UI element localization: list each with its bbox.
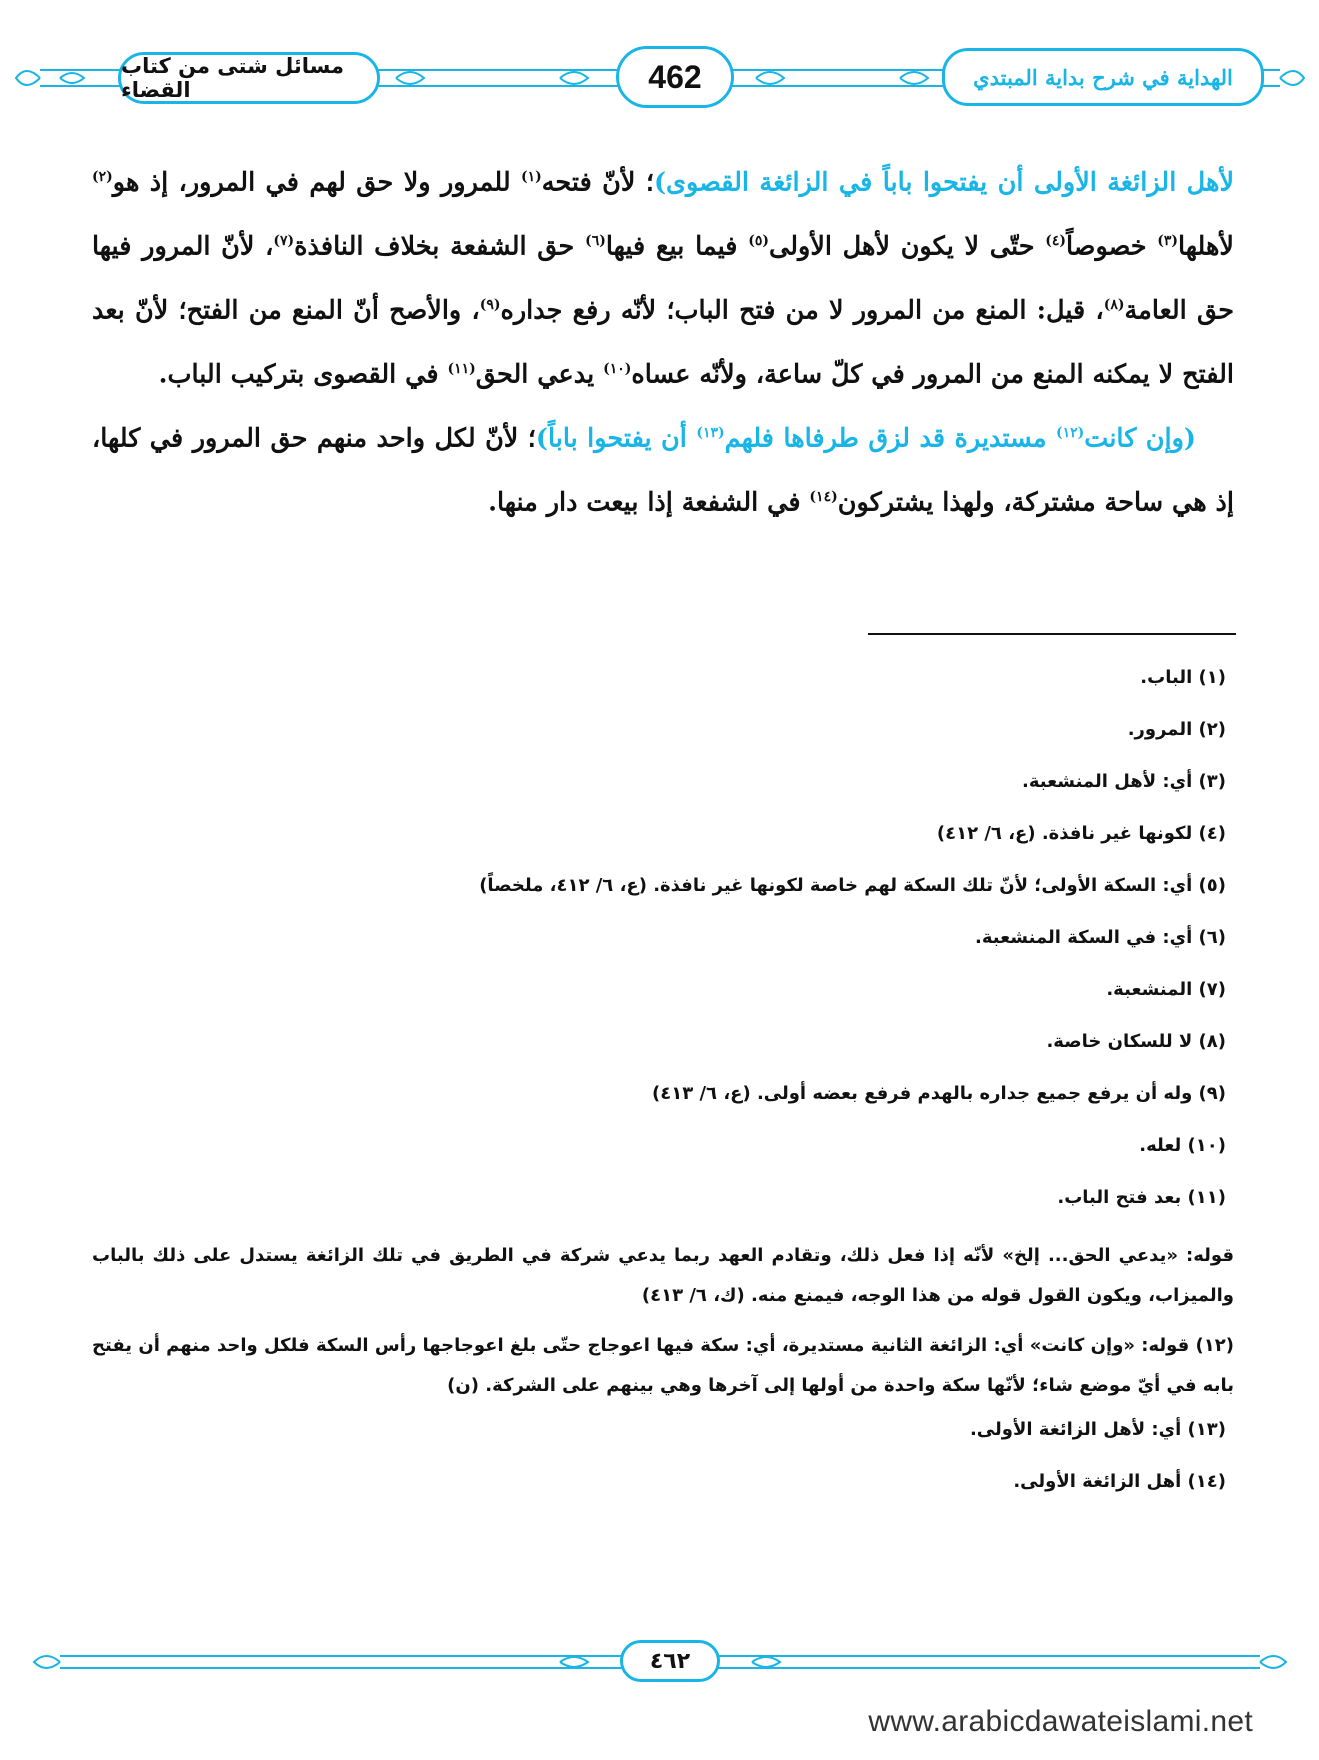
footnote-ref: (١١): [447, 361, 476, 377]
header-book-title: الهداية في شرح بداية المبتدي: [942, 48, 1264, 106]
footnote-ref: (٣): [1157, 233, 1178, 249]
quoted-text: مستديرة قد لزق طرفاها فلهم: [724, 423, 1056, 454]
footnote-item: قوله: «يدعي الحق... إلخ» لأنّه إذا فعل ذلك، وتقادم العهد ربما يدعي شركة في الطريق في تلك الزائغة يستدل على ذلك بالباب والميزاب، ويكون القول قوله من هذا الوجه، فيمنع منه. (ك، ٦/ ٤١٣): [92, 1245, 1234, 1306]
footnote-ref: (٨): [1103, 297, 1125, 313]
header-page-number: 462: [616, 46, 734, 108]
footnote-ref: (١): [520, 169, 542, 185]
text-run: حق الشفعة بخلاف النافذة: [294, 231, 586, 262]
footnote-item: (١١) بعد فتح الباب.: [1057, 1187, 1226, 1208]
footnote-item: (٢) المرور.: [1127, 719, 1226, 740]
footnote-ref: (٥): [748, 233, 769, 249]
text-run: في الشفعة إذا بيعت دار منها.: [488, 487, 810, 518]
text-run: للمرور ولا حق لهم في المرور، إذ هو: [112, 167, 521, 198]
quoted-text: أن يفتحوا باباً): [535, 423, 697, 454]
text-run: فيما بيع فيها: [605, 231, 749, 262]
footnote-item: (٩) وله أن يرفع جميع جداره بالهدم فرفع بعضه أولى. (ع، ٦/ ٤١٣): [652, 1083, 1226, 1104]
text-run: حتّى لا يكون لأهل الأولى: [768, 231, 1046, 262]
footnote-ref: (٦): [585, 233, 606, 249]
text-run: ، قيل: المنع من المرور لا من فتح الباب؛ لأنّه رفع جداره: [500, 295, 1104, 326]
text-run: ؛ لأنّ لكل واحد منهم حق المرور في كلها، إذ هي ساحة مشتركة، ولهذا يشتركون: [92, 423, 1234, 518]
text-run: خصوصاً: [1066, 231, 1158, 262]
footnote-ref: (٤): [1045, 233, 1067, 249]
footnote-item: (٦) أي: في السكة المنشعبة.: [975, 927, 1226, 948]
text-run: ؛ لأنّ فتحه: [541, 167, 654, 198]
footnotes: [92, 664, 1234, 1520]
main-text: [92, 148, 1234, 532]
footnote-ref: (١٣): [696, 425, 725, 441]
footnote-ref: (١٤): [809, 489, 838, 505]
footnote-ref: (٢): [92, 169, 113, 185]
footnote-item: (٨) لا للسكان خاصة.: [1046, 1031, 1226, 1052]
text-run: في القصوى بتركيب الباب.: [158, 359, 448, 390]
footnote-item: (٣) أي: لأهل المنشعبة.: [1022, 771, 1226, 792]
footnote-item: (١٣) أي: لأهل الزائغة الأولى.: [969, 1419, 1226, 1440]
footnote-item: (٤) لكونها غير نافذة. (ع، ٦/ ٤١٢): [936, 823, 1226, 844]
page-footer: [0, 1632, 1319, 1692]
main-paragraph-2: [92, 404, 1234, 532]
website-url: www.arabicdawateislami.net: [868, 1705, 1253, 1738]
page-header: [0, 0, 1319, 130]
footer-page-number: ٤٦٢: [620, 1640, 720, 1682]
header-section-title: مسائل شتى من كتاب القضاء: [118, 52, 380, 104]
footnote-item: (٧) المنشعبة.: [1106, 979, 1226, 1000]
footnote-item: (١٢) قوله: «وإن كانت» أي: الزائغة الثانية مستديرة، أي: سكة فيها اعوجاج حتّى بلغ اعوجاجها رأس السكة فلكل واحد منهم أن يفتح بابه في أيّ موضع شاء؛ لأنّها سكة واحدة من أولها إلى آخرها وهي بينهم على الشركة. (ن): [92, 1335, 1234, 1396]
footnote-item: (١٤) أهل الزائغة الأولى.: [1013, 1471, 1226, 1492]
text-run: ، لأنّ المرور فيها حق العامة: [92, 231, 1234, 326]
footnote-ref: (٩): [479, 297, 501, 313]
footnote-item: (٥) أي: السكة الأولى؛ لأنّ تلك السكة لهم خاصة لكونها غير نافذة. (ع، ٦/ ٤١٢، ملخصاً): [479, 875, 1226, 896]
footnote-item: (١) الباب.: [1140, 667, 1226, 688]
quoted-text: لأهل الزائغة الأولى أن يفتحوا باباً في الزائغة القصوى): [653, 167, 1234, 198]
footnote-ref: (١٠): [603, 361, 632, 377]
quoted-text: (وإن كانت: [1084, 423, 1196, 454]
text-run: ، والأصح أنّ المنع من الفتح؛ لأنّ بعد الفتح لا يمكنه المنع من المرور في كلّ ساعة، ولأنّه عساه: [92, 295, 1234, 390]
footnote-ref: (٧): [273, 233, 295, 249]
footnote-divider: [868, 633, 1236, 635]
text-run: يدعي الحق: [475, 359, 604, 390]
footnote-item: (١٠) لعله.: [1139, 1135, 1226, 1156]
footnote-ref: (١٢): [1056, 425, 1085, 441]
main-paragraph-1: [92, 148, 1234, 404]
text-run: لأهلها: [1178, 231, 1234, 262]
